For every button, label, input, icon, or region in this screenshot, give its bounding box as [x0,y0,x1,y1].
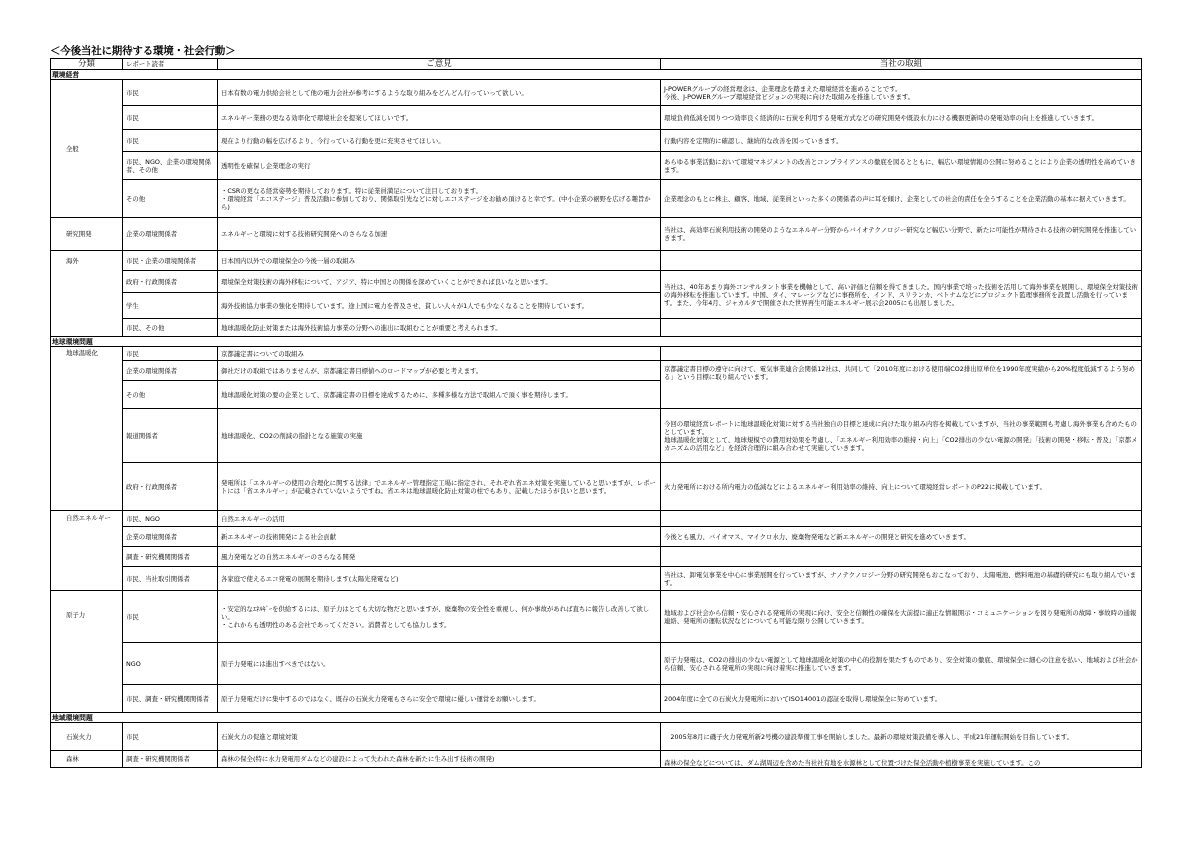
response-cell: 今回の環境経営レポートに地球温暖化対策に対する当社独自の目標と達成に向けた取り組み内容を掲載していますが、当社の事業範囲も考慮し海外事業も含めたものとしています。 地球温暖化対策として、地球規模での費用対効果を考慮し、「エネルギー利用効率の維持・向上」「CO2排出の少ない電源の開発」「技術の開発・移転・普及」「京都メカニズムの活用など」を経済合理的に組み合わせて実施していきます。 [661,409,1142,463]
reader-cell: NGO [123,643,218,685]
category-ondanka: 地球温暖化 [51,347,123,511]
opinion-cell: 環境保全対策技術の海外移転について、アジア、特に中国との関係を深めていくことができれば良いなと思います。 [218,271,661,293]
response-cell: 当社は、高効率石炭利用技術の開発のようなエネルギー分野からバイオテクノロジー研究など幅広い分野で、新たに可能性が期待される技術の研究開発を推進していきます。 [661,218,1142,251]
reader-cell: 市民、NGO [123,511,218,527]
table-row [51,409,1142,463]
response-cell: あらゆる事業活動において環境マネジメントの改善とコンプライアンスの徹底を図るとともに、幅広い環境情報の公開に努めることにより企業の透明性を高めていきます。 [661,152,1142,180]
opinion-cell: ・CSRの更なる経営姿勢を期待しております。特に従業員満足について注目しております。 ・環境経営「エコステージ」普及活動に参加しており、関係取引先などに対しエコステージをお勧め頂けると幸です。(中小企業の裾野を広げる趣旨から) [218,180,661,218]
opinion-cell: 御社だけの取組ではありませんが、京都議定書目標値へのロードマップが必要と考えます。 [218,361,661,381]
table-row [51,152,1142,180]
reader-cell: 市民・企業の環境関係者 [123,251,218,271]
reader-cell: 市民、調査・研究機関関係者 [123,685,218,713]
category-sekitan: 石炭火力 [51,723,123,751]
category-kaigai: 海外 [51,251,123,337]
opinion-cell: 石炭火力の促進と環境対策 [218,723,661,751]
response-cell: 当社は、卸電気事業を中心に事業展開を行っていますが、ナノテクノロジー分野の研究開発もおこなっており、太陽電池、燃料電池の基礎的研究にも取り組んでいます。 [661,567,1142,591]
page-title: ＜今後当社に期待する環境・社会行動＞ [50,45,236,57]
table-row [51,511,1142,527]
section-row [51,70,1142,80]
opinion-cell: 日本国内以外での環境保全の今後一層の取組み [218,251,661,271]
table-row [51,751,1142,768]
table-row [51,527,1142,547]
section-env: 環境経営 [51,70,1142,80]
table-row [51,567,1142,591]
response-cell-empty [661,347,1142,361]
reader-cell: 調査・研究機関関係者 [123,547,218,567]
opinion-cell: 自然エネルギーの活用 [218,511,661,527]
opinion-cell: 新エネルギーの技術開発による社会貢献 [218,527,661,547]
header-opinion: ご意見 [218,59,661,70]
reader-cell: その他 [123,381,218,409]
response-cell: 京都議定書目標の遵守に向けて、電気事業連合会関係12社は、共同して「2010年度における使用端CO2排出原単位を1990年度実績から20%程度低減するよう努める」という目標に取り組んでいます。 [661,361,1142,409]
table-row [51,643,1142,685]
section-local: 地域環境問題 [51,713,1142,723]
response-cell-empty [661,251,1142,271]
opinion-cell: 原子力発電だけに集中するのではなく、既存の石炭火力発電もさらに安全で環境に優しい運営をお願いします。 [218,685,661,713]
table-row [51,463,1142,511]
opinion-cell: エネルギーと環境に対する技術研究開発へのさらなる加速 [218,218,661,251]
reader-cell: その他 [123,180,218,218]
reader-cell: 企業の環境関係者 [123,218,218,251]
opinion-cell: 現在より行動の幅を広げるより、今行っている行動を更に充実させてほしい。 [218,130,661,152]
reader-cell: 市民 [123,591,218,643]
feedback-table [50,58,1142,768]
section-row [51,337,1142,347]
reader-cell: 市民 [123,106,218,130]
reader-cell: 市民 [123,130,218,152]
table-row [51,547,1142,567]
section-row [51,713,1142,723]
response-cell: 行動内容を定期的に確認し、継続的な改善を図っていきます。 [661,130,1142,152]
response-cell: 火力発電所における所内電力の低減などによるエネルギー利用効率の維持、向上について環境経営レポートのP22に掲載しています。 [661,463,1142,511]
response-cell: 今後とも風力、バイオマス、マイクロ水力、廃棄物発電など新エネルギーの開発と研究を進めていきます。 [661,527,1142,547]
reader-cell: 企業の環境関係者 [123,361,218,381]
category-genshi: 原子力 [51,591,123,713]
category-shizen: 自然エネルギー [51,511,123,591]
category-shinrin: 森林 [51,751,123,768]
table-row [51,685,1142,713]
opinion-cell: 地球温暖化、CO2の削減の指針となる施策の実施 [218,409,661,463]
header-category: 分類 [51,59,123,70]
reader-cell: 政府・行政関係者 [123,271,218,293]
opinion-cell: エネルギー業務の更なる効率化で環境社会を提案してほしいです。 [218,106,661,130]
reader-cell: 市民、NGO、企業の環境関係者、その他 [123,152,218,180]
table-row [51,723,1142,751]
table-row [51,319,1142,337]
response-cell: 2005年8月に磯子火力発電所新2号機の建設準備工事を開始しました。最新の環境対策設備を導入し、平成21年運転開始を目指しています。 [661,723,1142,751]
reader-cell: 市民、その他 [123,319,218,337]
reader-cell: 政府・行政関係者 [123,463,218,511]
response-cell: 地域および社会から信頼・安心される発電所の実現に向け、安全と信頼性の確保を大前提に適正な情報開示・コミュニケーションを図り発電所の故障・事故時の通報連絡、発電所の運転状況などについても可能な限り公開していきます。 [661,591,1142,643]
header-response: 当社の取組 [661,59,1142,70]
header-reader: レポート読者 [123,59,218,70]
table-row [51,347,1142,361]
report-sheet [50,44,1141,768]
opinion-cell: 地球温暖化防止対策または海外技術協力事業の分野への進出に取組むことが重要と考えられます。 [218,319,661,337]
opinion-cell: ・安定的なｴﾈﾙｷﾞｰを供給するには、原子力はとても大切な物だと思いますが、廃棄物の安全性を重視し、何か事故があれば直ちに報告し改善して欲しい。 ・これからも透明性のある会社であってください。消費者としても協力します。 [218,591,661,643]
response-cell: J-POWERグループの経営理念は、企業理念を踏まえた環境経営を進めることです。 今後、J-POWERグループ環境経営ビジョンの実現に向けた取組みを推進していきます。 [661,80,1142,106]
reader-cell: 市民 [123,80,218,106]
table-row [51,361,1142,381]
opinion-cell: 京都議定書についての取組み [218,347,661,361]
opinion-cell: 海外技術協力事業の強化を期待しています。途上国に電力を普及させ、貧しい人々が1人でも少なくなることを期待しています。 [218,293,661,319]
response-cell: 企業理念のもとに株主、顧客、地域、従業員といった多くの関係者の声に耳を傾け、企業としての社会的責任を全うすることを企業活動の基本に据えていきます。 [661,180,1142,218]
response-cell-empty [661,319,1142,337]
opinion-cell: 日本有数の電力供給会社として他の電力会社が参考にするような取り組みをどんどん行っていって欲しい。 [218,80,661,106]
response-cell-empty [661,547,1142,567]
opinion-cell: 風力発電などの自然エネルギーのさらなる開発 [218,547,661,567]
reader-cell: 調査・研究機関関係者 [123,751,218,768]
response-cell: 環境負荷低減を図りつつ効率良く経済的に石炭を利用する発電方式などの研究開発や既設水力にける機器更新時の発電効率の向上を推進していきます。 [661,106,1142,130]
response-cell: 当社は、40年あまり海外コンサルタント事業を機軸として、高い評価と信頼を得てきました。国内事業で培った技術を活用して海外事業を展開し、環境保全対策技術の海外移転を推進しています。中国、タイ、マレーシアなどに事務所を、インド、スリランカ、ベトナムなどにプロジェクト監理事務所を設置し活動を行っています。また、今年4月、ジャカルタで開催された世界再生可能エネルギー展示会2005にも出展しました。 [661,271,1142,319]
reader-cell: 市民 [123,347,218,361]
reader-cell: 学生 [123,293,218,319]
table-row [51,218,1142,251]
reader-cell: 市民、当社取引関係者 [123,567,218,591]
header-row [51,59,1142,70]
opinion-cell: 原子力発電には進出すべきではない。 [218,643,661,685]
category-zentai: 全般 [51,80,123,218]
category-rd: 研究開発 [51,218,123,251]
response-cell: 原子力発電は、CO2の排出の少ない電源として地球温暖化対策の中心的役割を果たすものであり、安全対策の徹底、環境保全に細心の注意を払い、地域および社会から信頼、安心される発電所の実現に向け着実に推進していきます。 [661,643,1142,685]
table-row [51,251,1142,271]
response-cell-empty [661,511,1142,527]
section-gw: 地球環境問題 [51,337,1142,347]
table-row [51,180,1142,218]
table-row [51,591,1142,643]
reader-cell: 報道関係者 [123,409,218,463]
response-cell: 2004年度に全ての石炭火力発電所においてISO14001の認証を取得し環境保全に努めています。 [661,685,1142,713]
opinion-cell: 透明性を確保し企業理念の実行 [218,152,661,180]
table-row [51,106,1142,130]
opinion-cell: 森林の保全(特に水力発電用ダムなどの建設によって失われた森林を新たに生み出す技術の開発) [218,751,661,768]
opinion-cell: 発電所は「エネルギーの使用の合理化に関する法律」でエネルギー管理指定工場に指定され、それぞれ省エネ対策を実施していると思いますが、レポートには「省エネルギー」が記載されていないようですね。省エネは地球温暖化防止対策の柱でもあり、記載したほうが良いと思います。 [218,463,661,511]
reader-cell: 市民 [123,723,218,751]
table-row [51,271,1142,293]
opinion-cell: 各家庭で使えるエコ発電の展開を期待します(太陽光発電など) [218,567,661,591]
table-row [51,80,1142,106]
reader-cell: 企業の環境関係者 [123,527,218,547]
opinion-cell: 地球温暖化対策の要の企業として、京都議定書の目標を達成するために、多種多様な方法で取組んで頂く事を期待します。 [218,381,661,409]
response-cell: 森林の保全などについては、ダム湖周辺を含めた当社社有地を水源林として位置づけた保全活動や植樹事業を実施しています。この [661,751,1142,768]
table-row [51,130,1142,152]
